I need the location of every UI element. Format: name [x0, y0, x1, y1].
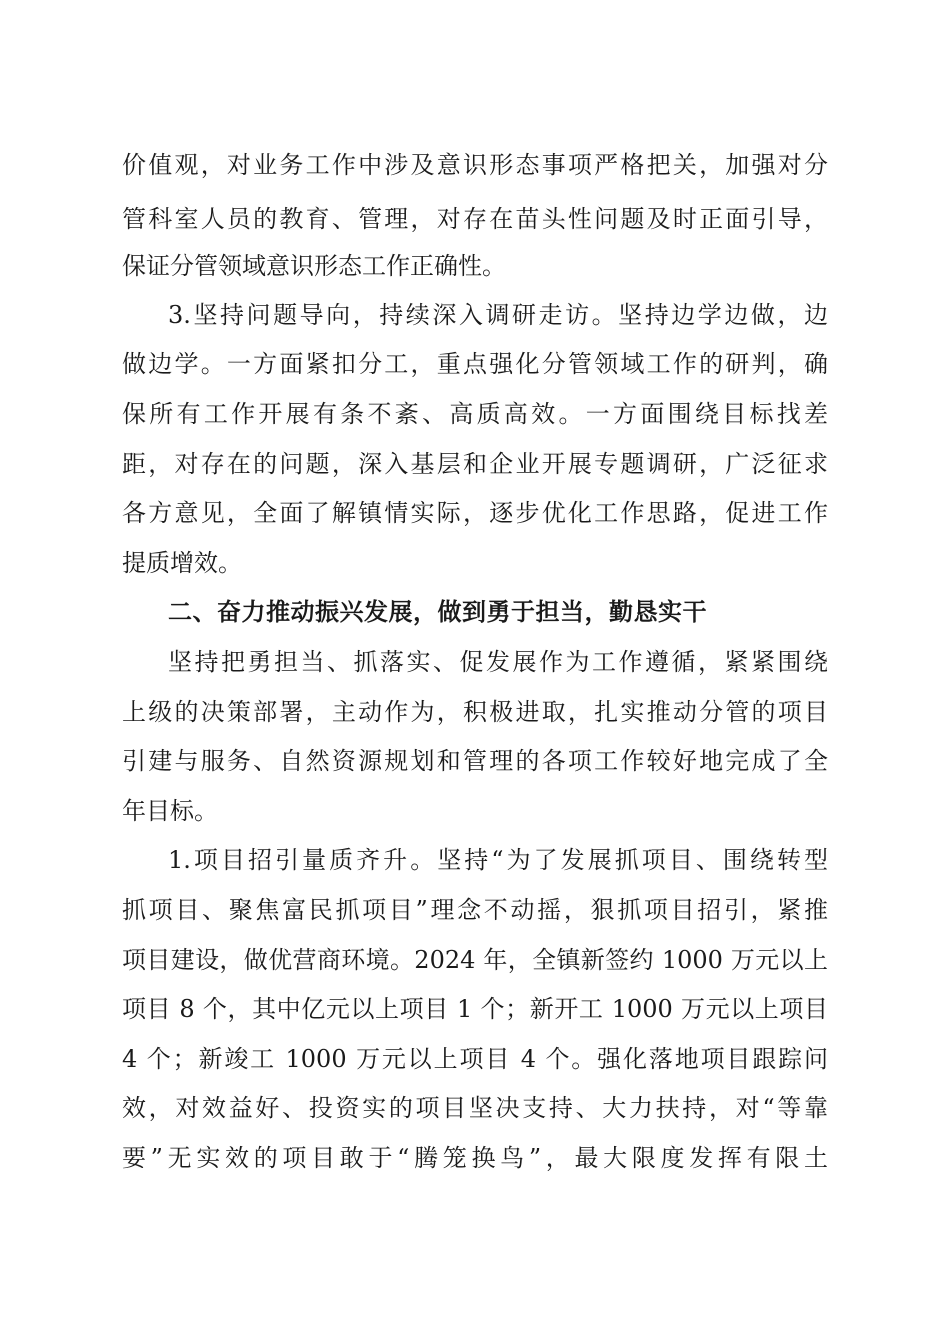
text-line: 3.坚持问题导向，持续深入调研走访。坚持边学边做，边 — [168, 301, 828, 329]
text-line: 抓项目、聚焦富民抓项目”理念不动摇，狠抓项目招引，紧推 — [122, 896, 828, 924]
text-line: 上级的决策部署，主动作为，积极进取，扎实推动分管的项目 — [122, 698, 828, 726]
section-heading: 二、奋力推动振兴发展，做到勇于担当，勤恳实干 — [168, 598, 707, 626]
text-line: 价值观，对业务工作中涉及意识形态事项严格把关，加强对分 — [122, 151, 828, 179]
text-line: 1.项目招引量质齐升。坚持“为了发展抓项目、围绕转型 — [168, 846, 828, 874]
text-line: 要”无实效的项目敢于“腾笼换鸟”，最大限度发挥有限土 — [122, 1144, 828, 1172]
text-line: 4 个；新竣工 1000 万元以上项目 4 个。强化落地项目跟踪问 — [122, 1045, 828, 1073]
text-line: 保证分管领域意识形态工作正确性。 — [122, 252, 506, 280]
text-line: 年目标。 — [122, 797, 218, 825]
text-line: 保所有工作开展有条不紊、高质高效。一方面围绕目标找差 — [122, 400, 828, 428]
text-line: 项目 8 个，其中亿元以上项目 1 个；新开工 1000 万元以上项目 — [122, 995, 828, 1023]
text-line: 距，对存在的问题，深入基层和企业开展专题调研，广泛征求 — [122, 450, 828, 478]
text-line: 做边学。一方面紧扣分工，重点强化分管领域工作的研判，确 — [122, 350, 828, 378]
text-line: 效，对效益好、投资实的项目坚决支持、大力扶持，对“等靠 — [122, 1094, 828, 1122]
text-line: 管科室人员的教育、管理，对存在苗头性问题及时正面引导， — [122, 205, 828, 233]
text-line: 项目建设，做优营商环境。2024 年，全镇新签约 1000 万元以上 — [122, 946, 828, 974]
text-line: 提质增效。 — [122, 549, 242, 577]
text-line: 引建与服务、自然资源规划和管理的各项工作较好地完成了全 — [122, 747, 828, 775]
text-line: 坚持把勇担当、抓落实、促发展作为工作遵循，紧紧围绕 — [168, 648, 828, 676]
text-line: 各方意见，全面了解镇情实际，逐步优化工作思路，促进工作 — [122, 499, 828, 527]
